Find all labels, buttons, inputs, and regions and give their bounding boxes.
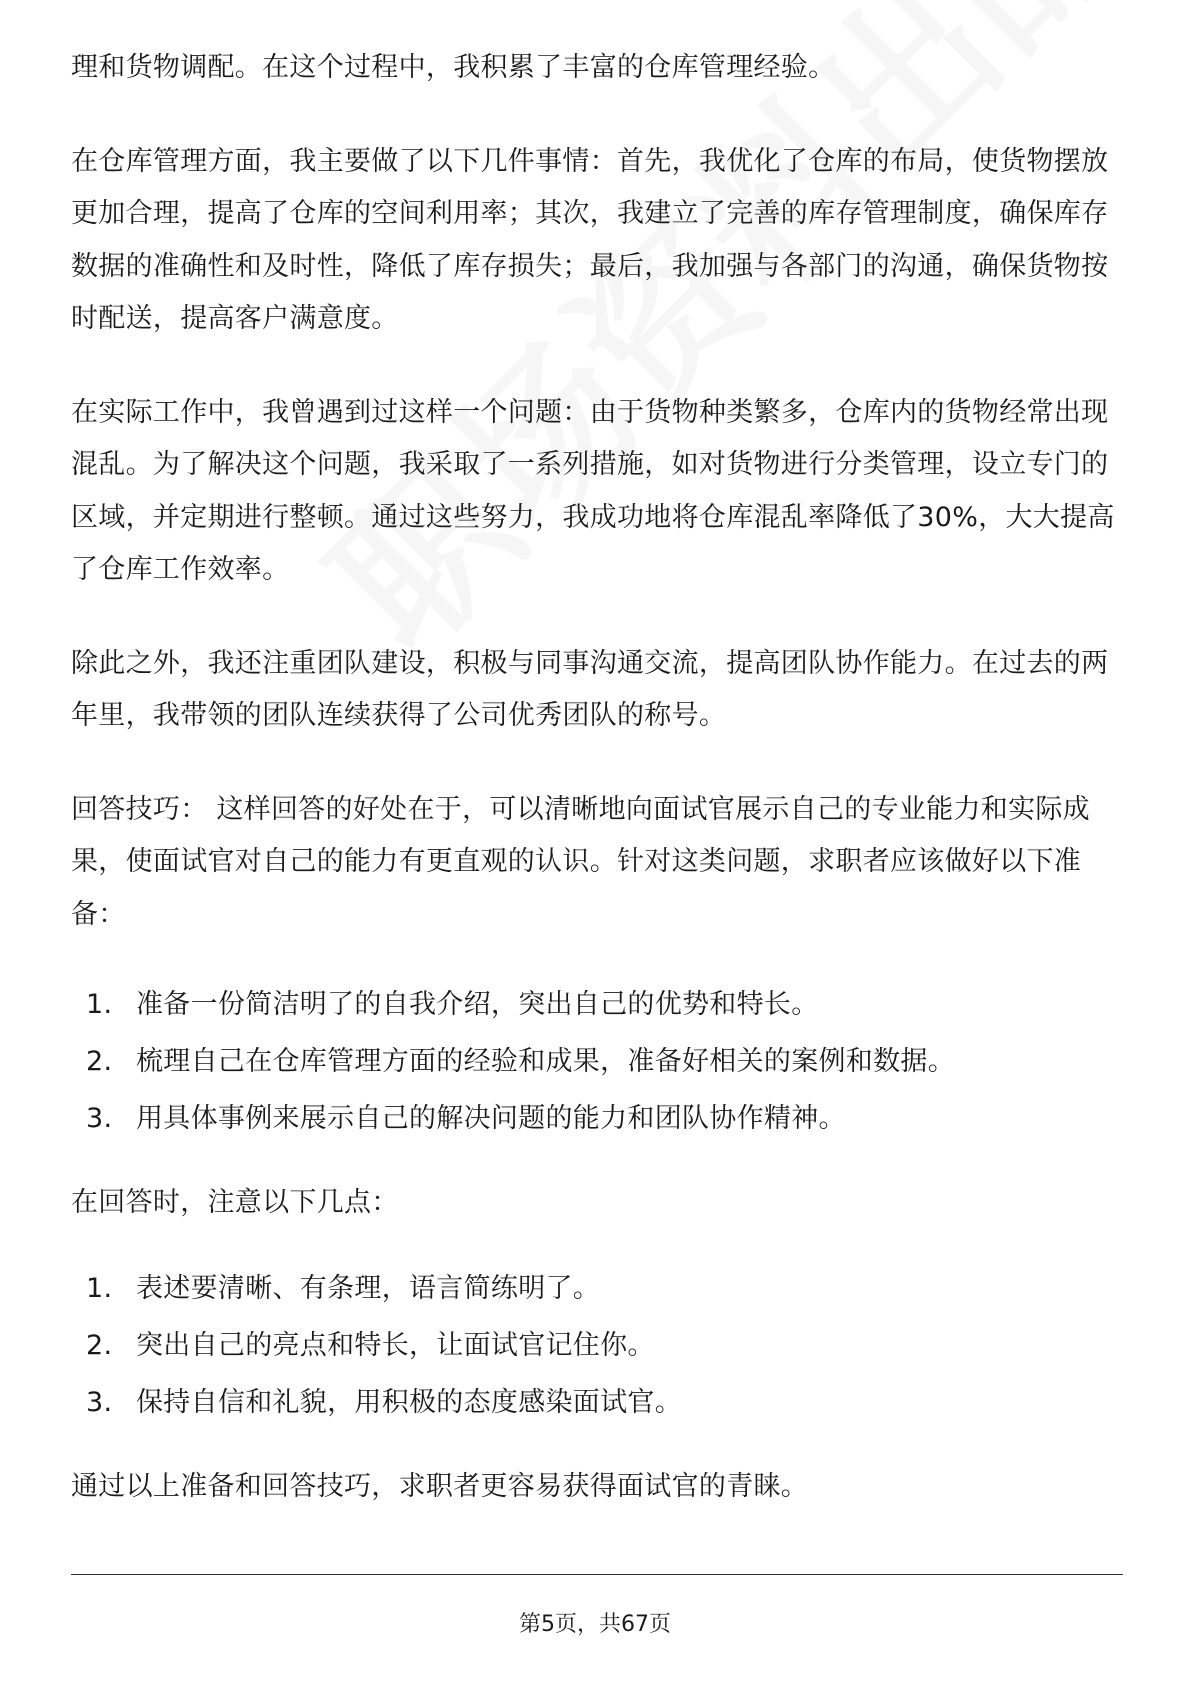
list-text: 表述要清晰、有条理，语言简练明了。: [136, 1272, 601, 1304]
list-number: 1.: [86, 989, 113, 1020]
list-number: 2.: [86, 1329, 113, 1361]
list-text: 准备一份简洁明了的自我介绍，突出自己的优势和特长。: [136, 989, 819, 1020]
paragraph-team-building: 除此之外，我还注重团队建设，积极与同事沟通交流，提高团队协作能力。在过去的两年里，我带领的团队连续获得了公司优秀团队的称号。: [71, 647, 1109, 731]
list-number: 2.: [86, 1046, 113, 1077]
list-item: [71, 1317, 1123, 1374]
list-text: 梳理自己在仓库管理方面的经验和成果，准备好相关的案例和数据。: [136, 1046, 955, 1077]
paragraph-answer-tips: 回答技巧： 这样回答的好处在于，可以清晰地向面试官展示自己的专业能力和实际成果，使面试官对自己的能力有更直观的认识。针对这类问题，求职者应该做好以下准备：: [71, 793, 1090, 930]
prep-list: [71, 976, 1123, 1147]
list-number: 3.: [86, 1103, 113, 1134]
list-text: 突出自己的亮点和特长，让面试官记住你。: [136, 1329, 655, 1361]
list-item: [71, 1033, 1123, 1090]
paragraph-notes-intro: 在回答时，注意以下几点：: [71, 1187, 399, 1218]
list-number: 1.: [86, 1272, 113, 1304]
list-item: [71, 1260, 1123, 1317]
notes-list: [71, 1260, 1123, 1431]
list-text: 用具体事例来展示自己的解决问题的能力和团队协作精神。: [136, 1103, 846, 1134]
paragraph-warehouse-management: 在仓库管理方面，我主要做了以下几件事情：首先，我优化了仓库的布局，使货物摆放更加合理，提高了仓库的空间利用率；其次，我建立了完善的库存管理制度，确保库存数据的准确性和及时性，降低了库存损失；最后，我加强与各部门的沟通，确保货物按时配送，提高客户满意度。: [71, 145, 1109, 334]
page-number: 第5页，共67页: [519, 1612, 671, 1637]
footer-divider: [71, 1574, 1123, 1575]
list-text: 保持自信和礼貌，用积极的态度感染面试官。: [136, 1386, 682, 1418]
list-item: [71, 976, 1123, 1033]
paragraph-conclusion: 通过以上准备和回答技巧，求职者更容易获得面试官的青睐。: [71, 1470, 809, 1502]
document-body: [71, 42, 1123, 1513]
list-item: [71, 1090, 1123, 1147]
paragraph-continuation: 理和货物调配。在这个过程中，我积累了丰富的仓库管理经验。: [71, 52, 836, 83]
paragraph-problem-solving: 在实际工作中，我曾遇到过这样一个问题：由于货物种类繁多，仓库内的货物经常出现混乱。为了解决这个问题，我采取了一系列措施，如对货物进行分类管理，设立专门的区域，并定期进行整顿。通过这些努力，我成功地将仓库混乱率降低了30%，大大提高了仓库工作效率。: [71, 396, 1115, 585]
list-item: [71, 1374, 1123, 1431]
list-number: 3.: [86, 1386, 113, 1418]
